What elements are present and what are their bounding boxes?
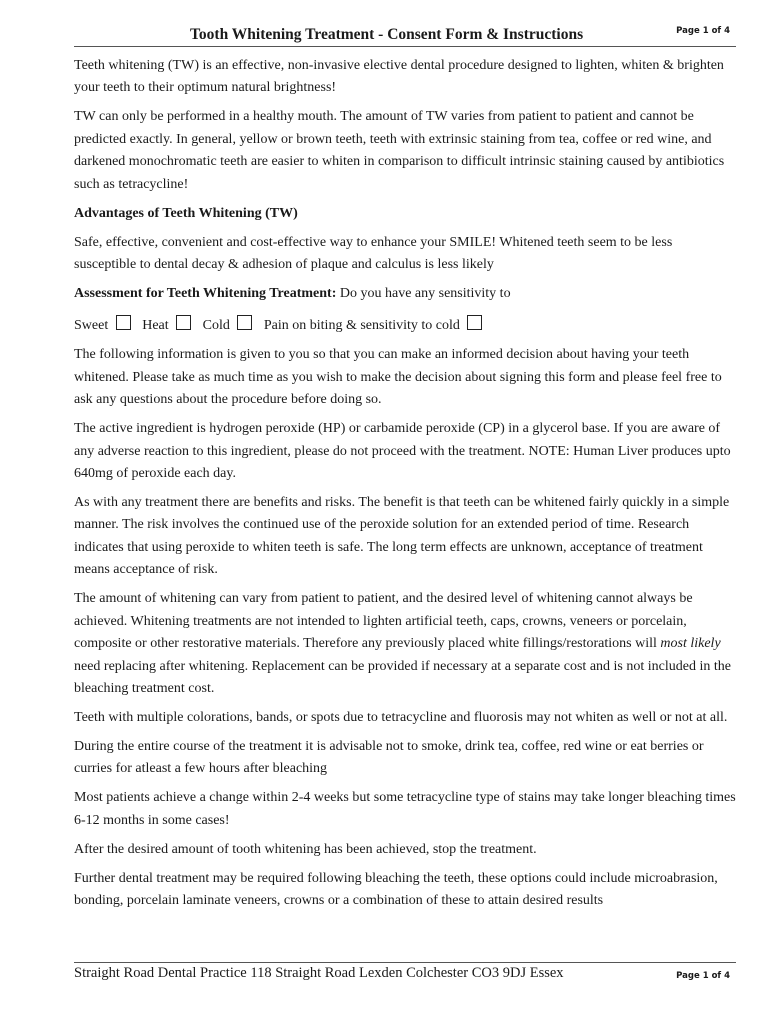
document-body (74, 55, 736, 919)
cold-label: Cold (202, 318, 230, 334)
page-footer (74, 962, 736, 981)
risks-paragraph: As with any treatment there are benefits and risks. The benefit is that teeth can be whitened fairly quickly in a simple manner. The risk involves the continued use of the peroxide solution for an extended period of time. Research indicates that using peroxide to whiten teeth is safe. The long term effects are unknown, acceptance of treatment means acceptance of risk. (74, 495, 730, 578)
sensitivity-options (74, 305, 736, 337)
page-number-bottom: Page 1 of 4 (676, 971, 730, 981)
heat-label: Heat (142, 318, 169, 334)
assessment-question: Do you have any sensitivity to (339, 286, 511, 302)
document-title: Tooth Whitening Treatment - Consent Form & Instructions (190, 26, 584, 43)
assessment-line (74, 283, 736, 305)
course-paragraph: During the entire course of the treatment it is advisable not to smoke, drink tea, coffee, red wine or eat berries or curries for atleast a few hours after bleaching (74, 738, 704, 777)
amount-text-italic: most likely (660, 636, 721, 652)
cold-checkbox[interactable] (237, 315, 252, 330)
heat-checkbox[interactable] (176, 315, 191, 330)
colorations-paragraph: Teeth with multiple colorations, bands, or spots due to tetracycline and fluorosis may not whiten as well or not at all. (74, 709, 728, 725)
pain-label: Pain on biting & sensitivity to cold (263, 318, 460, 334)
sweet-checkbox[interactable] (116, 315, 131, 330)
advantages-heading: Advantages of Teeth Whitening (TW) (74, 205, 298, 221)
further-paragraph: Further dental treatment may be required following bleaching the teeth, these options could include microabrasion, bonding, porcelain laminate veneers, crowns or a combination of these to attain desired results (74, 870, 718, 909)
pain-checkbox[interactable] (467, 315, 482, 330)
amount-text-1: The amount of whitening can vary from patient to patient, and the desired level of whitening cannot always be achieved. Whitening treatments are not intended to lighten artificial teeth, caps, crowns, veneers or porcelain, composite or other restorative materials. Therefore any previously placed white fillings/restorations will (74, 591, 693, 652)
page-header (74, 24, 736, 47)
amount-paragraph (74, 588, 736, 700)
ingredient-paragraph: The active ingredient is hydrogen peroxide (HP) or carbamide peroxide (CP) in a glycerol base. If you are aware of any adverse reaction to this ingredient, please do not proceed with the treatment. NOTE: Human Liver produces upto 640mg of peroxide each day. (74, 421, 731, 482)
stop-paragraph: After the desired amount of tooth whitening has been achieved, stop the treatment. (74, 841, 537, 857)
assessment-heading: Assessment for Teeth Whitening Treatment: (74, 286, 337, 302)
intro-paragraph-2: TW can only be performed in a healthy mouth. The amount of TW varies from patient to patient and cannot be predicted exactly. In general, yellow or brown teeth, teeth with extrinsic staining from tea, coffee or red wine, and darkened monochromatic teeth are easier to whiten in comparison to difficult intrinsic staining caused by antibiotics such as tetracycline! (74, 109, 725, 192)
amount-text-2: need replacing after whitening. Replacement can be provided if necessary at a separate cost and is not included in the bleaching treatment cost. (74, 658, 731, 696)
intro-paragraph-1: Teeth whitening (TW) is an effective, non-invasive elective dental procedure designed to lighten, whiten & brighten your teeth to their optimum natural brightness! (74, 58, 724, 96)
practice-address: Straight Road Dental Practice 118 Straight Road Lexden Colchester CO3 9DJ Essex (74, 965, 564, 981)
sweet-label: Sweet (74, 318, 109, 334)
info-paragraph: The following information is given to you so that you can make an informed decision about having your teeth whitened. Please take as much time as you wish to make the decision about signing this form and please feel free to ask any questions about the procedure before doing so. (74, 347, 722, 408)
page-number-top: Page 1 of 4 (676, 26, 730, 36)
advantages-paragraph: Safe, effective, convenient and cost-effective way to enhance your SMILE! Whitened teeth seem to be less susceptible to dental decay & adhesion of plaque and calculus is less likely (74, 234, 673, 273)
patients-paragraph: Most patients achieve a change within 2-4 weeks but some tetracycline type of stains may take longer bleaching times 6-12 months in some cases! (74, 790, 736, 828)
